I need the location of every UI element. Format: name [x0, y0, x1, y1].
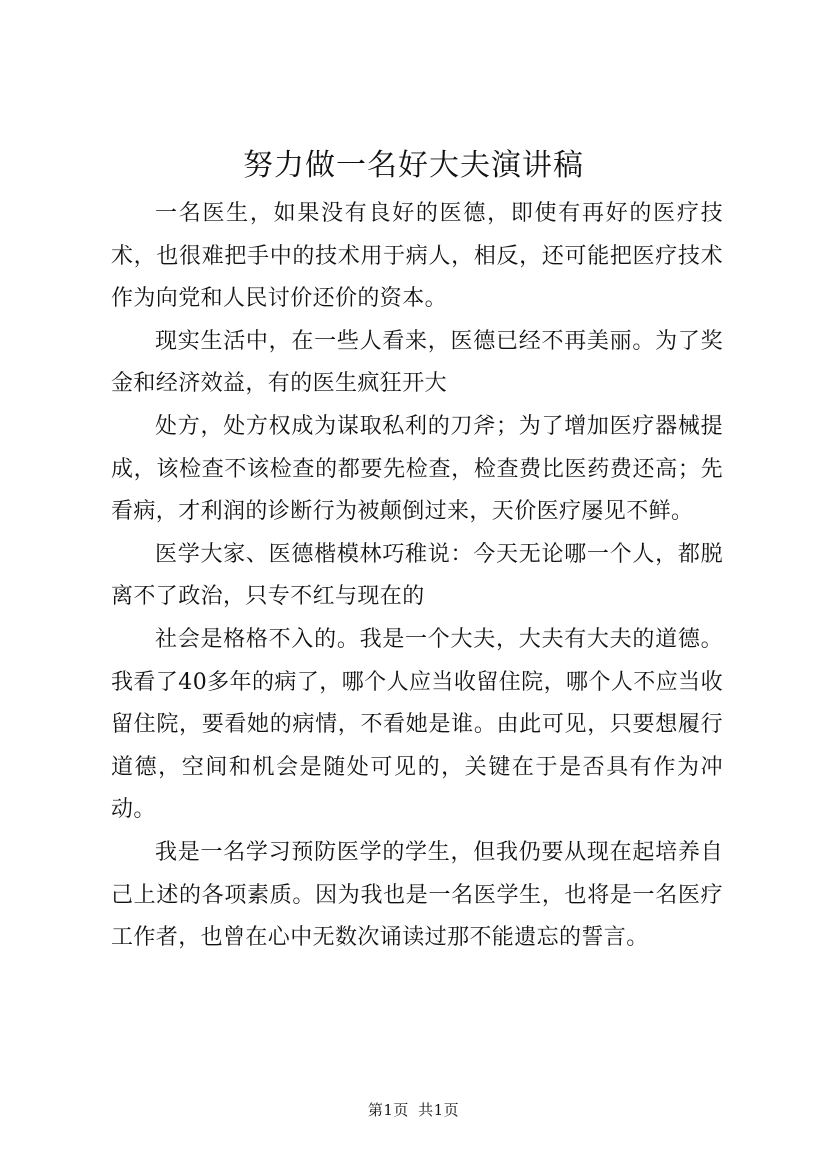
paragraph: 现实生活中，在一些人看来，医德已经不再美丽。为了奖金和经济效益，有的医生疯狂开大: [111, 328, 723, 397]
paragraph: 医学大家、医德楷模林巧稚说：今天无论哪一个人，都脱离不了政治，只专不红与现在的: [111, 541, 723, 610]
paragraph: 一名医生，如果没有良好的医德，即使有再好的医疗技术，也很难把手中的技术用于病人，相反，还可能把医疗技术作为向党和人民讨价还价的资本。: [111, 201, 723, 312]
page-total: 共1页: [418, 1101, 460, 1119]
document-body: [111, 193, 723, 960]
paragraph: 我是一名学习预防医学的学生，但我仍要从现在起培养自己上述的各项素质。因为我也是一名医学生，也将是一名医疗工作者，也曾在心中无数次诵读过那不能遗忘的誓言。: [111, 839, 723, 951]
paragraph: 社会是格格不入的。我是一个大夫，大夫有大夫的道德。我看了40多年的病了，哪个人应当收留住院，哪个人不应当收留住院，要看她的病情，不看她是谁。由此可见，只要想履行道德，空间和机会是随处可见的，关键在于是否具有作为冲动。: [111, 626, 723, 823]
paragraph: 处方，处方权成为谋取私利的刀斧；为了增加医疗器械提成，该检查不该检查的都要先检查，检查费比医药费还高；先看病，才利润的诊断行为被颠倒过来，天价医疗屡见不鲜。: [111, 413, 723, 525]
page-number: 第1页: [367, 1101, 409, 1119]
page-footer: [0, 1100, 827, 1120]
document-title: 努力做一名好大夫演讲稿: [243, 148, 584, 183]
